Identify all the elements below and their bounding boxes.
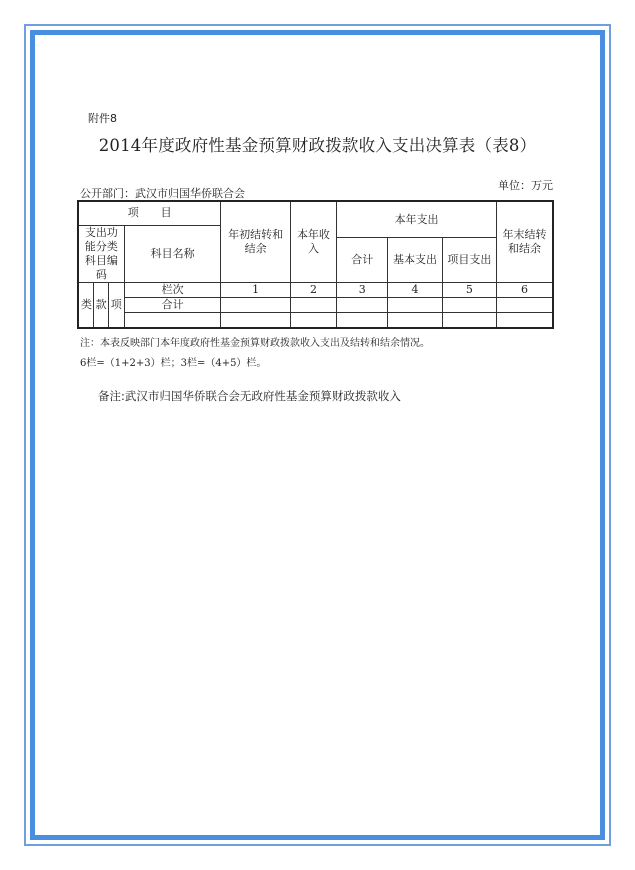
column-number-6: 6 [497, 282, 553, 297]
table-cell [442, 312, 496, 328]
table-cell [221, 312, 290, 328]
header-category: 类 [78, 282, 93, 328]
note-line-2: 6栏=（1+2+3）栏；3栏=（4+5）栏。 [80, 358, 267, 369]
header-opening-balance: 年初结转和结余 [221, 201, 290, 282]
header-current-income: 本年收入 [290, 201, 336, 282]
table-cell [337, 312, 388, 328]
table-cell [290, 312, 336, 328]
header-project-expense: 项目支出 [442, 238, 496, 282]
table-cell [388, 297, 442, 312]
unit-label: 单位：万元 [498, 179, 553, 192]
column-number-3: 3 [337, 282, 388, 297]
remark-text: 备注:武汉市归国华侨联合会无政府性基金预算财政拨款收入 [98, 389, 401, 403]
page-title: 2014年度政府性基金预算财政拨款收入支出决算表（表8） [98, 136, 537, 155]
total-row-label: 合计 [124, 297, 221, 312]
header-total: 合计 [337, 238, 388, 282]
table-row-empty [78, 312, 553, 328]
column-number-5: 5 [442, 282, 496, 297]
table-row-total [78, 297, 553, 312]
column-number-4: 4 [388, 282, 442, 297]
header-subject-name: 科目名称 [124, 225, 221, 282]
table-cell [290, 297, 336, 312]
table-cell [124, 312, 221, 328]
table-cell [442, 297, 496, 312]
note-line-1: 注：本表反映部门本年度政府性基金预算财政拨款收入支出及结转和结余情况。 [80, 338, 430, 349]
budget-table [77, 200, 554, 329]
header-section: 款 [93, 282, 108, 328]
table-cell [221, 297, 290, 312]
table-cell [497, 312, 553, 328]
column-number-2: 2 [290, 282, 336, 297]
header-subsection: 项 [108, 282, 124, 328]
header-item: 项 目 [78, 201, 221, 225]
header-closing-balance: 年末结转和结余 [497, 201, 553, 282]
header-current-expense: 本年支出 [337, 201, 497, 238]
table-cell [497, 297, 553, 312]
attachment-label: 附件8 [88, 112, 117, 125]
column-number-1: 1 [221, 282, 290, 297]
column-index-label: 栏次 [124, 282, 221, 297]
table-cell [388, 312, 442, 328]
table-cell [337, 297, 388, 312]
department-label: 公开部门：武汉市归国华侨联合会 [80, 187, 245, 200]
header-basic-expense: 基本支出 [388, 238, 442, 282]
header-code-group: 支出功能分类科目编码 [78, 225, 124, 282]
